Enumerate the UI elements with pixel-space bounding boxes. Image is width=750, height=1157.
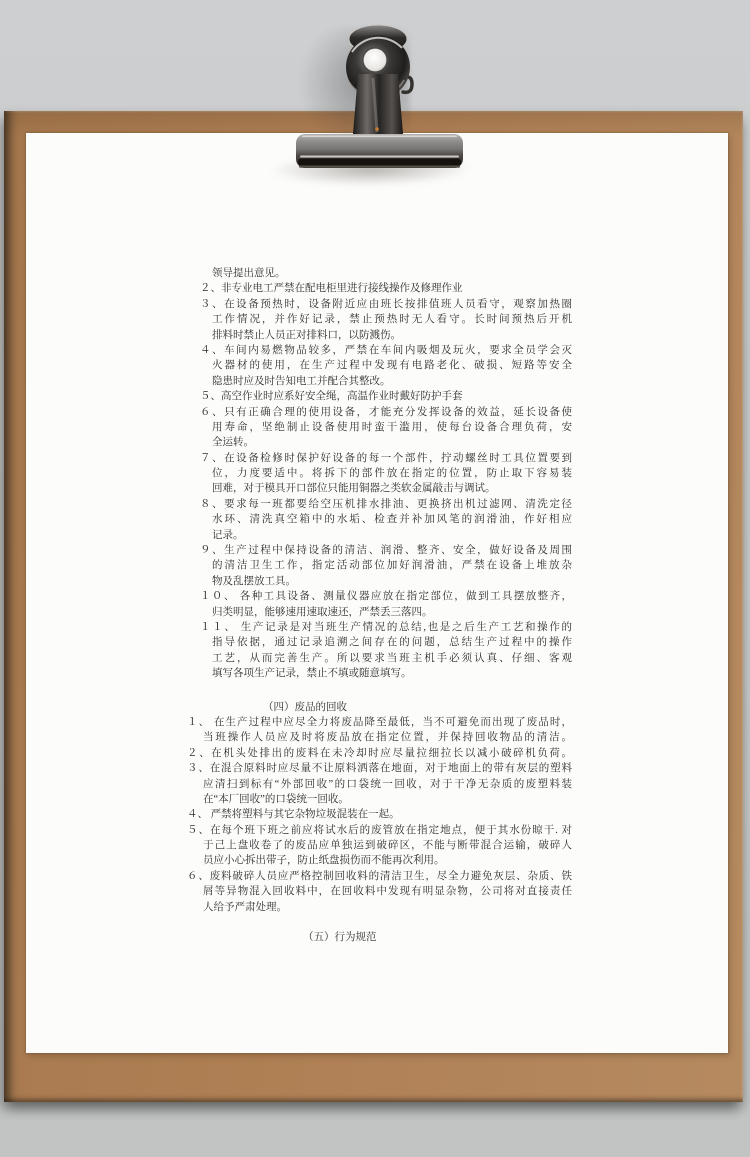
document-line: ８、要求每一班都要给空压机排水排油、更换挤出机过滤网、清洗定径 (200, 498, 572, 510)
document-line: 应清扫到标有“外部回收”的口袋统一回收，对于干净无杂质的废塑料装 (203, 778, 572, 790)
document-line: 水环、清洗真空箱中的水垢、检查并补加风笔的润滑油，作好相应 (212, 514, 572, 526)
document-body (26, 266, 728, 945)
document-line: ６、废料破碎人员应严格控制回收料的清洁卫生，尽全力避免灰层、杂质、铁 (187, 870, 572, 882)
paper-sheet (26, 133, 728, 1053)
document-section (26, 930, 728, 945)
document-line: ６、只有正确合理的使用设备，才能充分发挥设备的效益，延长设备使 (200, 406, 572, 418)
document-line: 工艺，从而完善生产。所以要求当班主机手必须认真、仔细、客观 (212, 652, 572, 664)
document-line: ２、非专业电工严禁在配电柜里进行接线操作及修理作业 (200, 283, 463, 295)
document-line: 员应小心拆出带子，防止纸盘损伤而不能再次利用。 (203, 855, 445, 867)
document-line: ５、高空作业时应系好安全绳，高温作业时戴好防护手套 (200, 391, 463, 403)
document-line: 填写各项生产记录，禁止不填或随意填写。 (212, 668, 412, 680)
binder-clip-icon (290, 20, 474, 176)
document-line: ７、在设备检修时保护好设备的每一个部件，拧动螺丝时工具位置要到 (200, 452, 572, 464)
document-line: 回难，对于模具开口部位只能用铜器之类软金属敲击与调试。 (212, 483, 496, 495)
document-line: 当班操作人员应及时将废品放在指定位置，并保持回收物品的清洁。 (203, 732, 572, 744)
document-line: １、 在生产过程中应尽全力将废品降至最低，当不可避免而出现了废品时， (187, 716, 572, 728)
document-line: 领导提出意见。 (212, 268, 286, 279)
document-line: 位，力度要适中。将拆下的部件放在指定的位置，防止取下容易装 (212, 468, 572, 480)
document-line: 全运转。 (212, 437, 254, 449)
document-line: 火器材的使用，在生产过程中发现有电路老化、破损、短路等安全 (212, 360, 572, 372)
document-line: ３、在设备预热时，设备附近应由班长按排值班人员看守，观察加热圈 (200, 298, 572, 310)
document-line: 隐患时应及时告知电工并配合其整改。 (212, 375, 391, 387)
document-line: 用寿命，坚绝制止设备使用时蛮干滥用，使每台设备合理负荷，安 (212, 421, 572, 433)
document-line: 物及乱摆放工具。 (212, 575, 296, 587)
document-line: 的清洁卫生工作，指定活动部位加好润滑油，严禁在设备上堆放杂 (212, 560, 572, 572)
document-line: ２、在机头处排出的废料在未冷却时应尽量拉细拉长以减小破碎机负荷。 (187, 747, 572, 759)
document-line: 工作情况，并作好记录，禁止预热时无人看守。长时间预热后开机 (212, 314, 572, 326)
document-line: 指导依据，通过记录追溯之间存在的问题，总结生产过程中的操作 (212, 637, 572, 649)
document-line: ３、在混合原料时应尽量不让原料洒落在地面，对于地面上的带有灰层的塑料 (187, 763, 572, 775)
document-line: ４、 严禁将塑料与其它杂物垃圾混装在一起。 (187, 809, 400, 821)
document-line: 于己上盘收卷了的废品应单独运到破碎区，不能与断带混合运输，破碎人 (203, 840, 572, 852)
document-section (26, 700, 728, 915)
document-line: 屑等异物混入回收料中，在回收料中发现有明显杂物，公司将对直接责任 (203, 886, 572, 898)
document-line: １１、 生产记录是对当班生产情况的总结,也是之后生产工艺和操作的 (200, 621, 572, 633)
document-line: ４、车间内易燃物品较多，严禁在车间内吸烟及玩火，要求全员学会灭 (200, 344, 572, 356)
document-line: 归类明显，能够速用速取速还，严禁丢三落四。 (212, 606, 433, 618)
document-line: １０、 各种工具设备、测量仪器应放在指定部位，做到工具摆放整齐， (200, 591, 572, 603)
document-line: ５、在每个班下班之前应将试水后的废管放在指定地点，便于其水份晾干. 对 (187, 824, 572, 836)
document-line: 排料时禁止人员正对排料口，以防溅伤。 (212, 329, 401, 341)
section-heading: （四）废品的回收 (263, 701, 347, 713)
section-heading: （五）行为规范 (303, 932, 377, 944)
document-line: 人给予严肃处理。 (203, 901, 287, 913)
document-line: 记录。 (212, 529, 244, 541)
document-line: 在“本厂回收”的口袋统一回收。 (203, 793, 349, 805)
document-section (26, 266, 728, 682)
document-line: ９、生产过程中保持设备的清洁、润滑、整齐、安全，做好设备及周围 (200, 545, 572, 557)
